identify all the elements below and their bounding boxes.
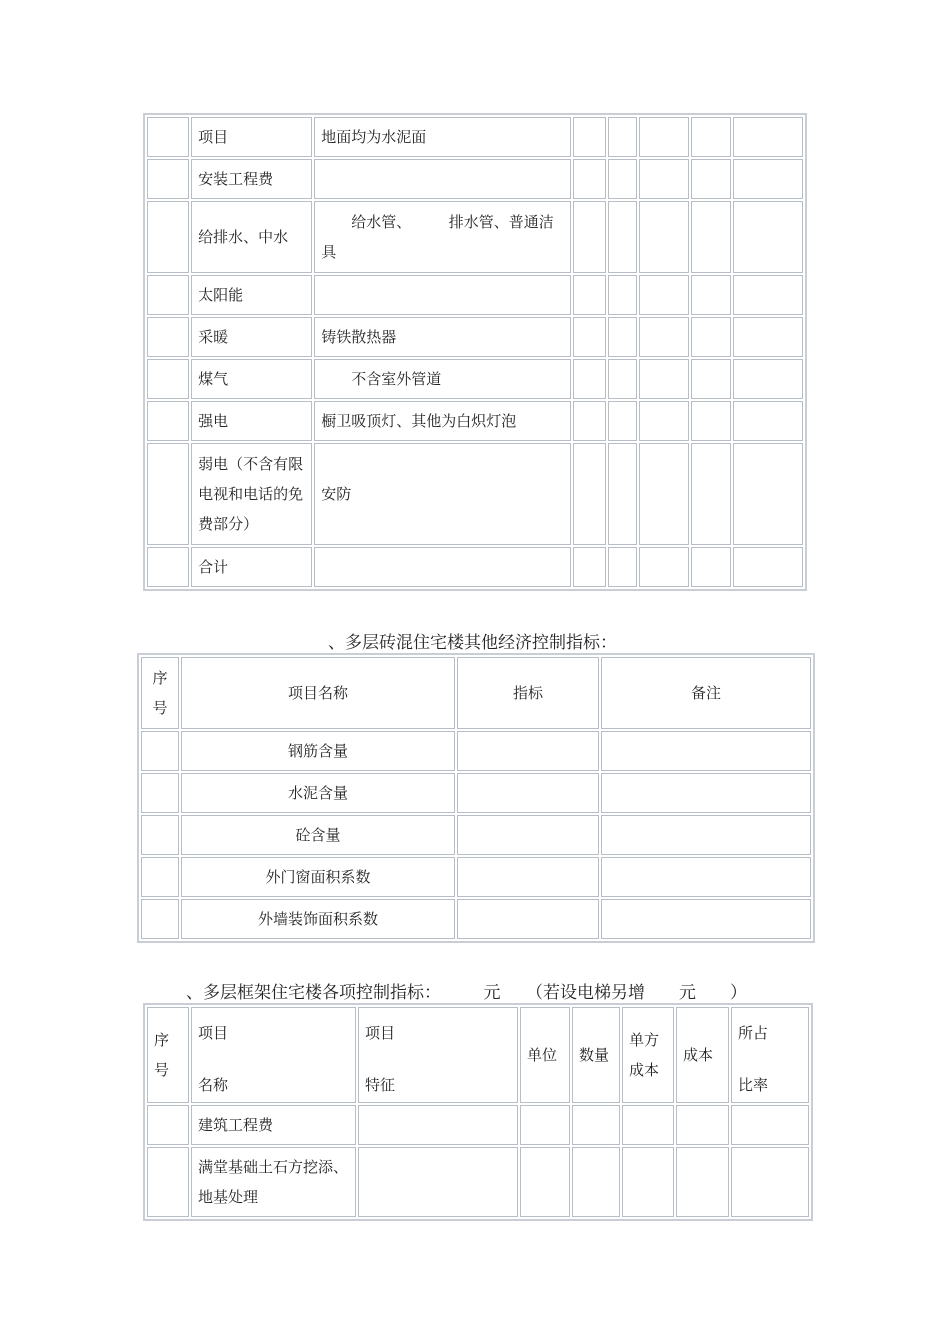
frame-control-index-table <box>143 1003 813 1221</box>
header-index: 指标 <box>457 657 599 729</box>
table-row <box>147 547 803 587</box>
header-unit: 单位 <box>520 1007 570 1103</box>
header-ratio <box>731 1007 809 1103</box>
item-name: 煤气 <box>191 359 312 399</box>
item-feature: 安防 <box>314 443 570 545</box>
table-row <box>147 159 803 199</box>
item-feature: 铸铁散热器 <box>314 317 570 357</box>
table-row <box>147 1147 809 1217</box>
section-title-brick-residential: 、多层砖混住宅楼其他经济控制指标： <box>328 633 617 653</box>
item-name: 给排水、中水 <box>191 201 312 273</box>
table-row <box>147 317 803 357</box>
header-qty: 数量 <box>572 1007 620 1103</box>
header-item-feature-bottom: 特征 <box>365 1076 396 1094</box>
table-row <box>141 731 811 771</box>
header-cost: 成本 <box>676 1007 729 1103</box>
item-feature <box>314 159 570 199</box>
header-item-name-top: 项目 <box>198 1024 229 1042</box>
item-feature: 地面均为水泥面 <box>314 117 570 157</box>
item-name: 采暖 <box>191 317 312 357</box>
table-row <box>147 201 803 273</box>
header-unit-cost: 单方成本 <box>622 1007 674 1103</box>
item-name: 项目 <box>191 117 312 157</box>
item-name: 建筑工程费 <box>191 1105 356 1145</box>
table-row <box>141 773 811 813</box>
item-name: 满堂基础土石方挖添、地基处理 <box>191 1147 356 1217</box>
item-feature: 不含室外管道 <box>314 359 570 399</box>
table-row <box>141 899 811 939</box>
item-feature: 橱卫吸顶灯、其他为白炽灯泡 <box>314 401 570 441</box>
cost-items-table <box>143 113 807 591</box>
table-row <box>147 443 803 545</box>
header-item-feature-top: 项目 <box>365 1024 396 1042</box>
item-feature <box>314 275 570 315</box>
item-name: 太阳能 <box>191 275 312 315</box>
table-row <box>147 401 803 441</box>
table-row <box>147 275 803 315</box>
header-ratio-top: 所占 <box>738 1024 769 1042</box>
item-name: 弱电（不含有限电视和电话的免费部分） <box>191 443 312 545</box>
header-ratio-bottom: 比率 <box>738 1076 769 1094</box>
item-feature <box>314 547 570 587</box>
table-row <box>141 815 811 855</box>
table-header-row <box>141 657 811 729</box>
table-row <box>141 857 811 897</box>
item-name: 外墙装饰面积系数 <box>181 899 455 939</box>
table-row <box>147 359 803 399</box>
table-row <box>147 117 803 157</box>
header-seq: 序号 <box>141 657 179 729</box>
item-name: 水泥含量 <box>181 773 455 813</box>
header-seq: 序号 <box>147 1007 189 1103</box>
item-name: 强电 <box>191 401 312 441</box>
header-item-feature <box>358 1007 518 1103</box>
item-name: 砼含量 <box>181 815 455 855</box>
item-name: 安装工程费 <box>191 159 312 199</box>
economic-index-table <box>137 653 815 943</box>
item-name: 外门窗面积系数 <box>181 857 455 897</box>
header-item-name-bottom: 名称 <box>198 1076 229 1094</box>
item-name: 合计 <box>191 547 312 587</box>
item-feature: 给水管、 排水管、普通洁具 <box>314 201 570 273</box>
header-item-name <box>191 1007 356 1103</box>
header-note: 备注 <box>601 657 811 729</box>
header-item-name: 项目名称 <box>181 657 455 729</box>
section-title-frame-residential: 、多层框架住宅楼各项控制指标： 元 （若设电梯另增 元 ） <box>186 983 747 1003</box>
table-header-row <box>147 1007 809 1103</box>
table-row <box>147 1105 809 1145</box>
item-name: 钢筋含量 <box>181 731 455 771</box>
